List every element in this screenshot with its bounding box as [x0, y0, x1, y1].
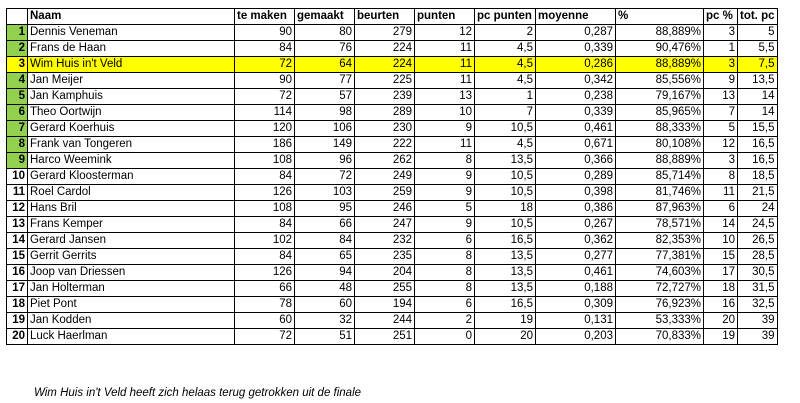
table-row — [7, 153, 778, 169]
header-pc-punten: pc punten — [475, 9, 536, 25]
rank-cell: 9 — [7, 153, 28, 169]
punten-cell: 8 — [415, 249, 475, 265]
moyenne-cell: 0,287 — [536, 25, 616, 41]
gemaakt-cell: 48 — [295, 281, 355, 297]
table-row — [7, 121, 778, 137]
name-cell: Frans de Haan — [28, 41, 235, 57]
pc-punten-cell: 10,5 — [475, 169, 536, 185]
moyenne-cell: 0,461 — [536, 121, 616, 137]
rank-cell: 7 — [7, 121, 28, 137]
punten-cell: 9 — [415, 217, 475, 233]
rank-cell: 14 — [7, 233, 28, 249]
rank-cell: 16 — [7, 265, 28, 281]
percentage-cell: 76,923% — [616, 297, 704, 313]
moyenne-cell: 0,339 — [536, 105, 616, 121]
rank-cell: 3 — [7, 57, 28, 73]
table-row — [7, 89, 778, 105]
percentage-cell: 82,353% — [616, 233, 704, 249]
tot-pc-cell: 39 — [738, 329, 778, 345]
te-maken-cell: 84 — [235, 217, 295, 233]
punten-cell: 8 — [415, 281, 475, 297]
beurten-cell: 259 — [355, 185, 415, 201]
pc-percentage-cell: 19 — [704, 329, 738, 345]
tot-pc-cell: 16,5 — [738, 153, 778, 169]
pc-punten-cell: 4,5 — [475, 137, 536, 153]
rank-cell: 13 — [7, 217, 28, 233]
percentage-cell: 88,889% — [616, 25, 704, 41]
name-cell: Gerrit Gerrits — [28, 249, 235, 265]
gemaakt-cell: 98 — [295, 105, 355, 121]
rank-cell: 11 — [7, 185, 28, 201]
tot-pc-cell: 5 — [738, 25, 778, 41]
beurten-cell: 235 — [355, 249, 415, 265]
moyenne-cell: 0,238 — [536, 89, 616, 105]
percentage-cell: 85,714% — [616, 169, 704, 185]
table-row — [7, 137, 778, 153]
gemaakt-cell: 149 — [295, 137, 355, 153]
punten-cell: 0 — [415, 329, 475, 345]
pc-percentage-cell: 17 — [704, 265, 738, 281]
withdrawal-note: Wim Huis in't Veld heeft zich helaas terug getrokken uit de finale — [34, 387, 362, 399]
percentage-cell: 88,889% — [616, 57, 704, 73]
moyenne-cell: 0,366 — [536, 153, 616, 169]
table-row — [7, 329, 778, 345]
gemaakt-cell: 32 — [295, 313, 355, 329]
te-maken-cell: 90 — [235, 25, 295, 41]
table-row — [7, 185, 778, 201]
gemaakt-cell: 57 — [295, 89, 355, 105]
tot-pc-cell: 28,5 — [738, 249, 778, 265]
gemaakt-cell: 64 — [295, 57, 355, 73]
name-cell: Jan Meijer — [28, 73, 235, 89]
tot-pc-cell: 31,5 — [738, 281, 778, 297]
moyenne-cell: 0,339 — [536, 41, 616, 57]
te-maken-cell: 90 — [235, 73, 295, 89]
moyenne-cell: 0,461 — [536, 265, 616, 281]
punten-cell: 8 — [415, 265, 475, 281]
pc-punten-cell: 4,5 — [475, 57, 536, 73]
name-cell: Joop van Driessen — [28, 265, 235, 281]
percentage-cell: 53,333% — [616, 313, 704, 329]
header-moyenne: moyenne — [536, 9, 616, 25]
beurten-cell: 251 — [355, 329, 415, 345]
table-row — [7, 281, 778, 297]
table-row — [7, 201, 778, 217]
gemaakt-cell: 72 — [295, 169, 355, 185]
pc-punten-cell: 13,5 — [475, 281, 536, 297]
percentage-cell: 70,833% — [616, 329, 704, 345]
te-maken-cell: 72 — [235, 57, 295, 73]
tot-pc-cell: 16,5 — [738, 137, 778, 153]
te-maken-cell: 186 — [235, 137, 295, 153]
name-cell: Roel Cardol — [28, 185, 235, 201]
beurten-cell: 247 — [355, 217, 415, 233]
pc-punten-cell: 18 — [475, 201, 536, 217]
te-maken-cell: 102 — [235, 233, 295, 249]
moyenne-cell: 0,309 — [536, 297, 616, 313]
rank-header — [7, 9, 28, 25]
table-row — [7, 217, 778, 233]
beurten-cell: 230 — [355, 121, 415, 137]
table-row — [7, 265, 778, 281]
percentage-cell: 85,965% — [616, 105, 704, 121]
te-maken-cell: 72 — [235, 329, 295, 345]
punten-cell: 9 — [415, 121, 475, 137]
punten-cell: 2 — [415, 313, 475, 329]
moyenne-cell: 0,398 — [536, 185, 616, 201]
rank-cell: 6 — [7, 105, 28, 121]
header-gemaakt: gemaakt — [295, 9, 355, 25]
tot-pc-cell: 30,5 — [738, 265, 778, 281]
pc-percentage-cell: 14 — [704, 217, 738, 233]
gemaakt-cell: 77 — [295, 73, 355, 89]
beurten-cell: 239 — [355, 89, 415, 105]
percentage-cell: 85,556% — [616, 73, 704, 89]
pc-punten-cell: 1 — [475, 89, 536, 105]
gemaakt-cell: 76 — [295, 41, 355, 57]
pc-punten-cell: 2 — [475, 25, 536, 41]
beurten-cell: 204 — [355, 265, 415, 281]
gemaakt-cell: 60 — [295, 297, 355, 313]
rank-cell: 12 — [7, 201, 28, 217]
beurten-cell: 225 — [355, 73, 415, 89]
pc-punten-cell: 20 — [475, 329, 536, 345]
name-cell: Theo Oortwijn — [28, 105, 235, 121]
pc-punten-cell: 13,5 — [475, 249, 536, 265]
punten-cell: 11 — [415, 73, 475, 89]
percentage-cell: 78,571% — [616, 217, 704, 233]
moyenne-cell: 0,362 — [536, 233, 616, 249]
header-naam: Naam — [28, 9, 235, 25]
tot-pc-cell: 15,5 — [738, 121, 778, 137]
beurten-cell: 224 — [355, 57, 415, 73]
pc-punten-cell: 4,5 — [475, 73, 536, 89]
rank-cell: 15 — [7, 249, 28, 265]
pc-percentage-cell: 3 — [704, 25, 738, 41]
tot-pc-cell: 32,5 — [738, 297, 778, 313]
te-maken-cell: 126 — [235, 265, 295, 281]
pc-punten-cell: 16,5 — [475, 233, 536, 249]
rank-cell: 20 — [7, 329, 28, 345]
punten-cell: 6 — [415, 297, 475, 313]
name-cell: Gerard Kloosterman — [28, 169, 235, 185]
beurten-cell: 255 — [355, 281, 415, 297]
standings-table — [6, 8, 778, 345]
punten-cell: 9 — [415, 169, 475, 185]
table-row — [7, 105, 778, 121]
punten-cell: 5 — [415, 201, 475, 217]
punten-cell: 11 — [415, 57, 475, 73]
pc-punten-cell: 13,5 — [475, 153, 536, 169]
pc-punten-cell: 10,5 — [475, 185, 536, 201]
table-row — [7, 297, 778, 313]
rank-cell: 19 — [7, 313, 28, 329]
pc-percentage-cell: 16 — [704, 297, 738, 313]
te-maken-cell: 114 — [235, 105, 295, 121]
pc-percentage-cell: 12 — [704, 137, 738, 153]
gemaakt-cell: 65 — [295, 249, 355, 265]
tot-pc-cell: 26,5 — [738, 233, 778, 249]
name-cell: Frans Kemper — [28, 217, 235, 233]
te-maken-cell: 126 — [235, 185, 295, 201]
te-maken-cell: 120 — [235, 121, 295, 137]
pc-punten-cell: 16,5 — [475, 297, 536, 313]
pc-percentage-cell: 7 — [704, 105, 738, 121]
tot-pc-cell: 24,5 — [738, 217, 778, 233]
te-maken-cell: 108 — [235, 201, 295, 217]
percentage-cell: 79,167% — [616, 89, 704, 105]
pc-percentage-cell: 1 — [704, 41, 738, 57]
gemaakt-cell: 84 — [295, 233, 355, 249]
percentage-cell: 88,889% — [616, 153, 704, 169]
name-cell: Gerard Koerhuis — [28, 121, 235, 137]
name-cell: Jan Kodden — [28, 313, 235, 329]
punten-cell: 9 — [415, 185, 475, 201]
table-row — [7, 249, 778, 265]
tot-pc-cell: 39 — [738, 313, 778, 329]
te-maken-cell: 72 — [235, 89, 295, 105]
name-cell: Hans Bril — [28, 201, 235, 217]
beurten-cell: 224 — [355, 41, 415, 57]
pc-percentage-cell: 6 — [704, 201, 738, 217]
moyenne-cell: 0,277 — [536, 249, 616, 265]
percentage-cell: 88,333% — [616, 121, 704, 137]
te-maken-cell: 78 — [235, 297, 295, 313]
moyenne-cell: 0,289 — [536, 169, 616, 185]
gemaakt-cell: 66 — [295, 217, 355, 233]
table-row — [7, 57, 778, 73]
table-row — [7, 233, 778, 249]
rank-cell: 10 — [7, 169, 28, 185]
gemaakt-cell: 95 — [295, 201, 355, 217]
name-cell: Frank van Tongeren — [28, 137, 235, 153]
table-row — [7, 41, 778, 57]
rank-cell: 18 — [7, 297, 28, 313]
punten-cell: 6 — [415, 233, 475, 249]
name-cell: Gerard Jansen — [28, 233, 235, 249]
tot-pc-cell: 7,5 — [738, 57, 778, 73]
tot-pc-cell: 14 — [738, 105, 778, 121]
punten-cell: 10 — [415, 105, 475, 121]
punten-cell: 11 — [415, 41, 475, 57]
tot-pc-cell: 5,5 — [738, 41, 778, 57]
name-cell: Piet Pont — [28, 297, 235, 313]
punten-cell: 12 — [415, 25, 475, 41]
punten-cell: 11 — [415, 137, 475, 153]
moyenne-cell: 0,386 — [536, 201, 616, 217]
header-te-maken: te maken — [235, 9, 295, 25]
gemaakt-cell: 51 — [295, 329, 355, 345]
tot-pc-cell: 24 — [738, 201, 778, 217]
pc-punten-cell: 19 — [475, 313, 536, 329]
beurten-cell: 289 — [355, 105, 415, 121]
pc-punten-cell: 10,5 — [475, 121, 536, 137]
header-percentage: % — [616, 9, 704, 25]
pc-percentage-cell: 5 — [704, 121, 738, 137]
pc-percentage-cell: 10 — [704, 233, 738, 249]
name-cell: Harco Weemink — [28, 153, 235, 169]
beurten-cell: 244 — [355, 313, 415, 329]
tot-pc-cell: 21,5 — [738, 185, 778, 201]
te-maken-cell: 60 — [235, 313, 295, 329]
beurten-cell: 232 — [355, 233, 415, 249]
rank-cell: 1 — [7, 25, 28, 41]
pc-punten-cell: 10,5 — [475, 217, 536, 233]
percentage-cell: 80,108% — [616, 137, 704, 153]
percentage-cell: 72,727% — [616, 281, 704, 297]
name-cell: Jan Kamphuis — [28, 89, 235, 105]
pc-percentage-cell: 8 — [704, 169, 738, 185]
tot-pc-cell: 18,5 — [738, 169, 778, 185]
moyenne-cell: 0,671 — [536, 137, 616, 153]
name-cell: Jan Holterman — [28, 281, 235, 297]
moyenne-cell: 0,267 — [536, 217, 616, 233]
header-punten: punten — [415, 9, 475, 25]
punten-cell: 8 — [415, 153, 475, 169]
te-maken-cell: 84 — [235, 169, 295, 185]
percentage-cell: 77,381% — [616, 249, 704, 265]
pc-percentage-cell: 3 — [704, 57, 738, 73]
gemaakt-cell: 96 — [295, 153, 355, 169]
rank-cell: 4 — [7, 73, 28, 89]
pc-percentage-cell: 3 — [704, 153, 738, 169]
gemaakt-cell: 80 — [295, 25, 355, 41]
header-pc-percentage: pc % — [704, 9, 738, 25]
name-cell: Wim Huis in't Veld — [28, 57, 235, 73]
header-beurten: beurten — [355, 9, 415, 25]
pc-percentage-cell: 13 — [704, 89, 738, 105]
percentage-cell: 74,603% — [616, 265, 704, 281]
pc-percentage-cell: 20 — [704, 313, 738, 329]
rank-cell: 8 — [7, 137, 28, 153]
tot-pc-cell: 14 — [738, 89, 778, 105]
name-cell: Luck Haerlman — [28, 329, 235, 345]
beurten-cell: 279 — [355, 25, 415, 41]
te-maken-cell: 84 — [235, 41, 295, 57]
te-maken-cell: 84 — [235, 249, 295, 265]
beurten-cell: 246 — [355, 201, 415, 217]
te-maken-cell: 108 — [235, 153, 295, 169]
beurten-cell: 194 — [355, 297, 415, 313]
gemaakt-cell: 94 — [295, 265, 355, 281]
beurten-cell: 262 — [355, 153, 415, 169]
pc-punten-cell: 13,5 — [475, 265, 536, 281]
pc-punten-cell: 7 — [475, 105, 536, 121]
rank-cell: 2 — [7, 41, 28, 57]
gemaakt-cell: 103 — [295, 185, 355, 201]
gemaakt-cell: 106 — [295, 121, 355, 137]
moyenne-cell: 0,203 — [536, 329, 616, 345]
punten-cell: 13 — [415, 89, 475, 105]
percentage-cell: 81,746% — [616, 185, 704, 201]
table-row — [7, 25, 778, 41]
pc-percentage-cell: 15 — [704, 249, 738, 265]
tot-pc-cell: 13,5 — [738, 73, 778, 89]
pc-percentage-cell: 11 — [704, 185, 738, 201]
pc-percentage-cell: 18 — [704, 281, 738, 297]
table-row — [7, 313, 778, 329]
moyenne-cell: 0,342 — [536, 73, 616, 89]
moyenne-cell: 0,188 — [536, 281, 616, 297]
beurten-cell: 222 — [355, 137, 415, 153]
rank-cell: 5 — [7, 89, 28, 105]
pc-punten-cell: 4,5 — [475, 41, 536, 57]
name-cell: Dennis Veneman — [28, 25, 235, 41]
table-row — [7, 169, 778, 185]
beurten-cell: 249 — [355, 169, 415, 185]
moyenne-cell: 0,286 — [536, 57, 616, 73]
header-tot-pc: tot. pc — [738, 9, 778, 25]
header-row — [7, 9, 778, 25]
percentage-cell: 87,963% — [616, 201, 704, 217]
percentage-cell: 90,476% — [616, 41, 704, 57]
moyenne-cell: 0,131 — [536, 313, 616, 329]
pc-percentage-cell: 9 — [704, 73, 738, 89]
table-row — [7, 73, 778, 89]
te-maken-cell: 66 — [235, 281, 295, 297]
rank-cell: 17 — [7, 281, 28, 297]
